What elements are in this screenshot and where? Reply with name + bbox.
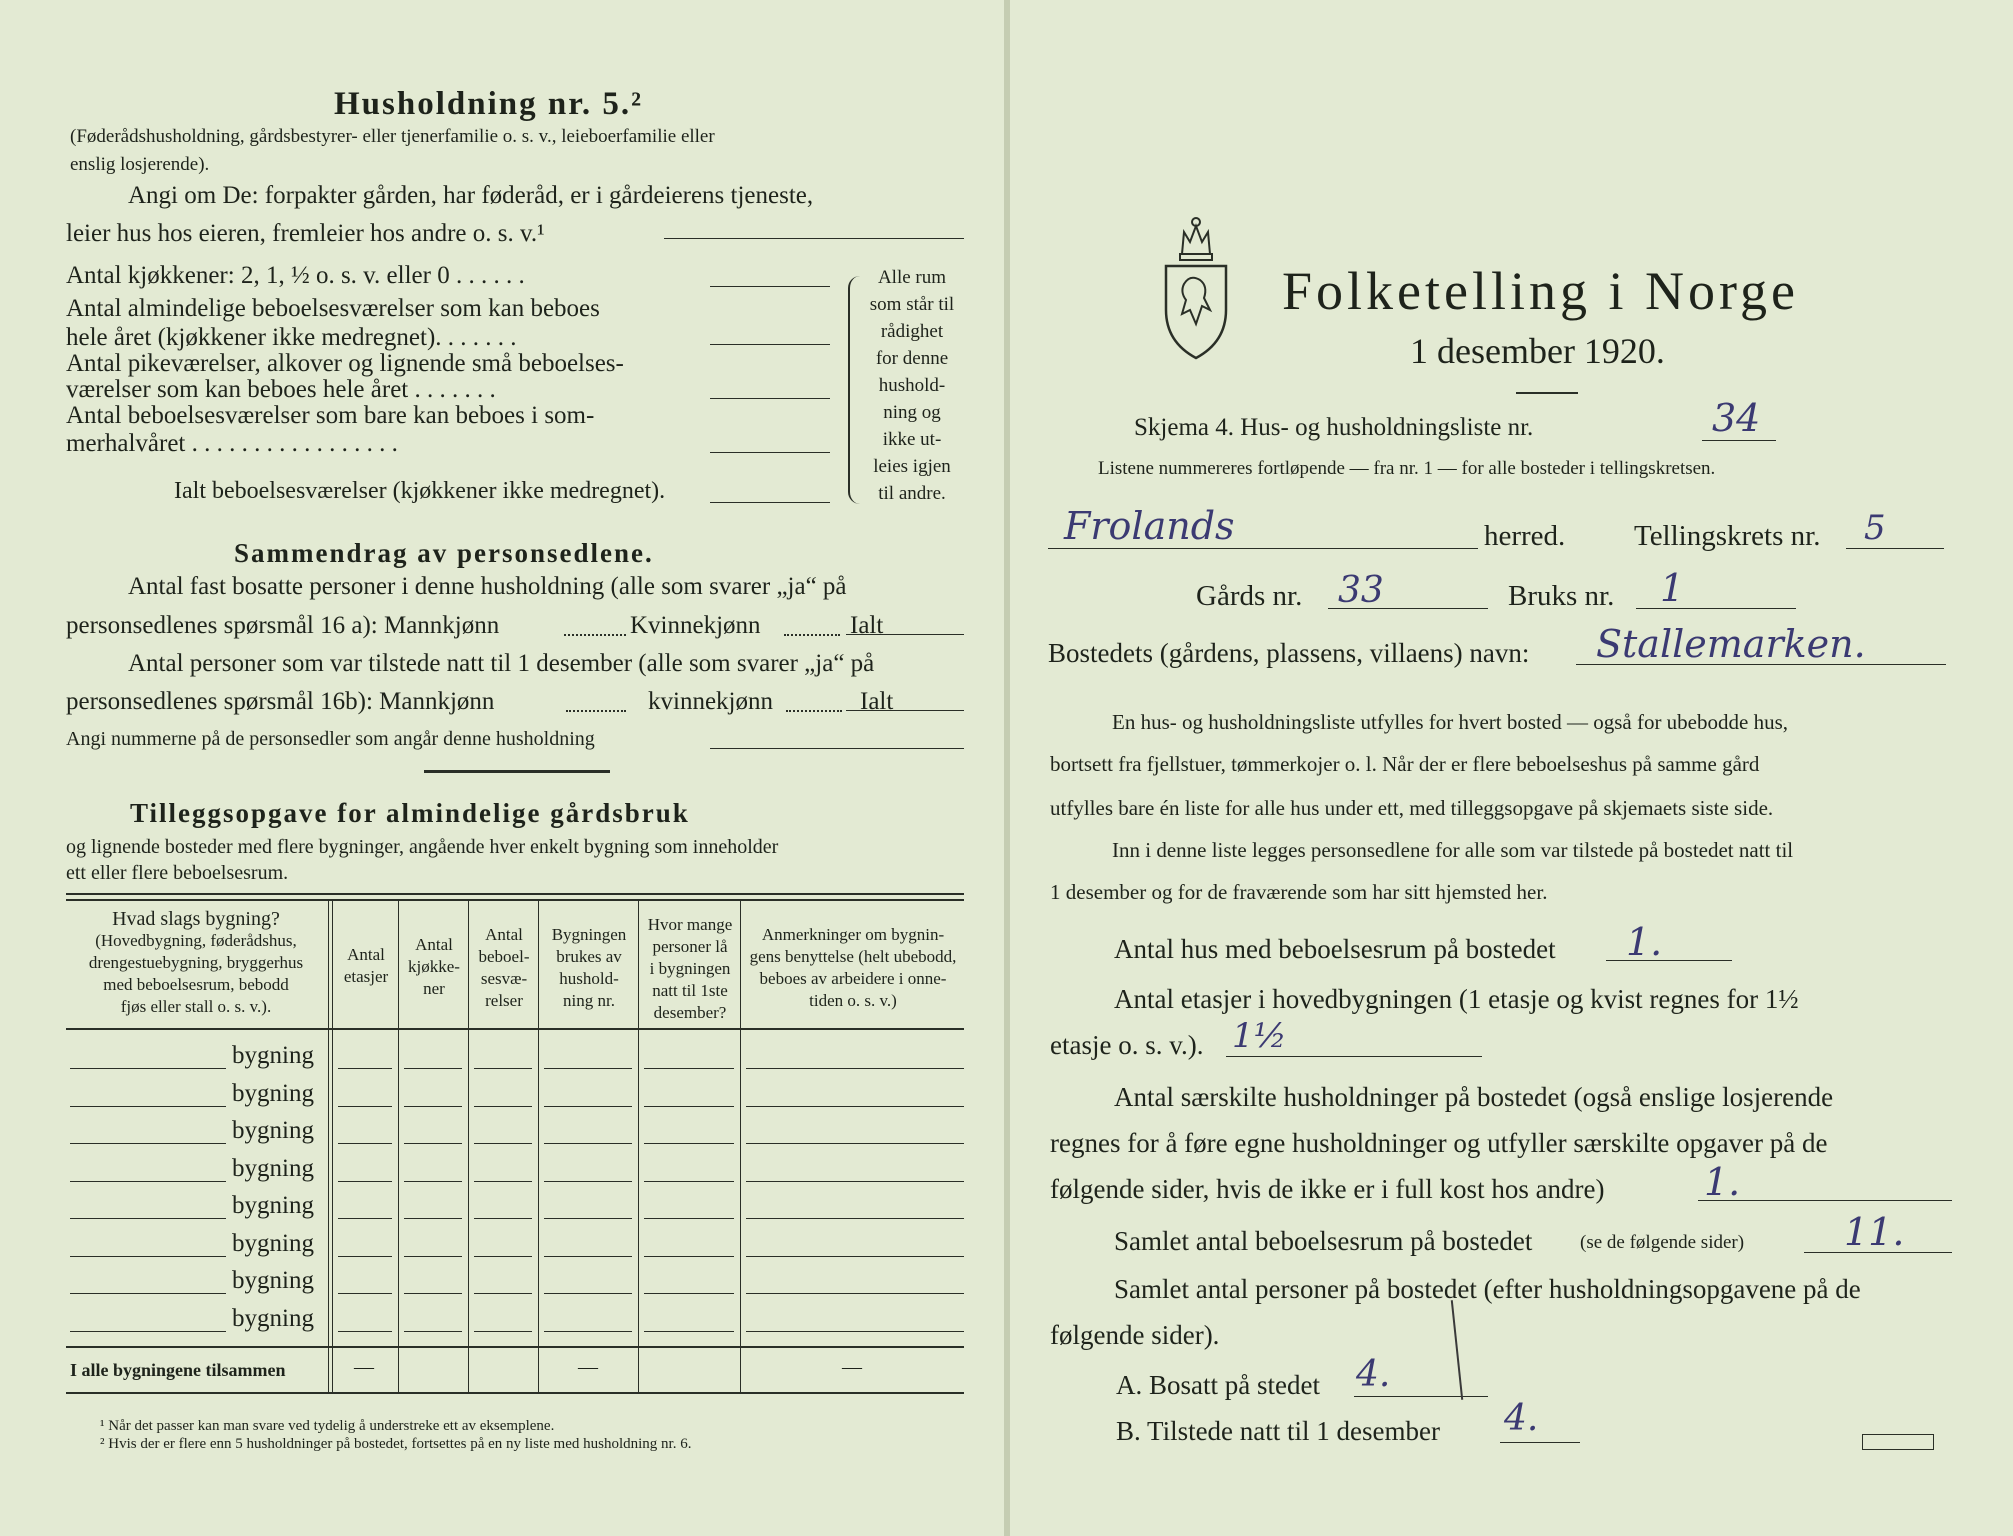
tillegg-line-2: ett eller flere beboelsesrum. — [66, 862, 289, 884]
bosatt-value[interactable]: 4. — [1356, 1354, 1391, 1395]
fast-ialt-field[interactable] — [846, 634, 964, 635]
bosatt-field[interactable] — [1354, 1396, 1488, 1397]
tilstede-kvinnekjonn-label: kvinnekjønn — [648, 688, 773, 715]
herred-value[interactable]: Frolands — [1064, 504, 1235, 548]
row-cell-field[interactable] — [404, 1068, 462, 1069]
table-col-divider — [332, 900, 333, 1394]
row-label: bygning — [232, 1229, 314, 1257]
page-fold — [1004, 0, 1010, 1536]
tillegg-title: Tilleggsopgave for almindelige gårdsbruk — [130, 798, 690, 828]
header-text: Hvad slags bygning? — [112, 908, 280, 930]
row-cell-field[interactable] — [474, 1143, 532, 1144]
row-cell-field[interactable] — [644, 1256, 734, 1257]
table-col-divider — [328, 900, 329, 1394]
header-text: ning nr. — [563, 991, 615, 1010]
table-header-etasjer — [334, 944, 398, 988]
census-date: 1 desember 1920. — [1410, 331, 1665, 371]
row-cell-field[interactable] — [644, 1331, 734, 1332]
pike-answer-line[interactable] — [710, 398, 830, 399]
bosted-label: Bostedets (gårdens, plassens, villaens) navn: — [1048, 638, 1530, 668]
tellingskrets-field[interactable] — [1846, 548, 1944, 549]
tilstede-ialt-field[interactable] — [846, 710, 964, 711]
row-name-field[interactable] — [70, 1143, 226, 1144]
footnote-2: ² Hvis der er flere enn 5 husholdninger på bostedet, fortsettes på en ny liste med husholdning nr. 6. — [100, 1436, 692, 1452]
row-cell-field[interactable] — [474, 1218, 532, 1219]
row-cell-field[interactable] — [474, 1331, 532, 1332]
almindelige-answer-line[interactable] — [710, 344, 830, 345]
nummerne-label: Angi nummerne på de personsedler som angår denne husholdning — [66, 728, 595, 750]
antal-etasjer-line-2: etasje o. s. v.). — [1050, 1030, 1204, 1060]
ialt-answer-line[interactable] — [710, 502, 830, 503]
total-husholdning-dash: — — [578, 1356, 598, 1378]
header-text: fjøs eller stall o. s. v.). — [120, 997, 272, 1016]
row-cell-field[interactable] — [338, 1293, 392, 1294]
nummerne-answer-line[interactable] — [710, 748, 964, 749]
header-text: i bygningen — [649, 959, 731, 978]
header-text: beboes av arbeidere i onne- — [759, 969, 947, 988]
title-divider — [1516, 392, 1578, 394]
fast-mannkjonn-field[interactable] — [564, 634, 626, 636]
samlet-personer-line-1: Samlet antal personer på bostedet (efter husholdningsopgavene på de — [1114, 1274, 1861, 1304]
sarskilte-line-3: følgende sider, hvis de ikke er i full kost hos andre) — [1050, 1174, 1605, 1204]
sammendrag-title: Sammendrag av personsedlene. — [234, 538, 654, 568]
kjokkener-answer-line[interactable] — [710, 286, 830, 287]
gards-value[interactable]: 33 — [1338, 570, 1384, 611]
tilstede-mannkjonn-label: personsedlenes spørsmål 16b): Mannkjønn — [66, 688, 495, 715]
row-cell-field[interactable] — [338, 1143, 392, 1144]
row-cell-field[interactable] — [404, 1331, 462, 1332]
tellingskrets-label: Tellingskrets nr. — [1634, 520, 1821, 552]
row-cell-field[interactable] — [338, 1331, 392, 1332]
bruks-value[interactable]: 1 — [1660, 566, 1685, 610]
row-cell-field[interactable] — [404, 1181, 462, 1182]
antal-etasjer-field[interactable] — [1226, 1056, 1482, 1057]
header-text: drengestuebygning, bryggerhus — [88, 953, 304, 972]
antal-etasjer-value[interactable]: 1½ — [1232, 1016, 1287, 1056]
side-note-line: leies igjen — [873, 456, 951, 477]
side-note — [860, 264, 964, 507]
row-cell-field[interactable] — [474, 1256, 532, 1257]
instructions-2: bortsett fra fjellstuer, tømmerkojer o. l. Når der er flere beboelseshus på samme gård — [1050, 752, 1760, 776]
tilstede-value[interactable]: 4. — [1504, 1398, 1539, 1439]
row-name-field[interactable] — [70, 1181, 226, 1182]
side-note-line: rådighet — [880, 321, 944, 342]
samlet-rum-note: (se de følgende sider) — [1580, 1232, 1745, 1253]
sommer-answer-line[interactable] — [710, 452, 830, 453]
ialt-label: Ialt beboelsesværelser (kjøkkener ikke medregnet). — [174, 478, 666, 504]
header-text: desember? — [653, 1003, 727, 1022]
coat-of-arms-icon — [1160, 214, 1232, 364]
household-subtitle-1: (Føderådshusholdning, gårdsbestyrer- eller tjenerfamilie o. s. v., leieboerfamilie eller — [70, 126, 715, 147]
footnote-1: ¹ Når det passer kan man svare ved tydelig å understreke ett av eksemplene. — [100, 1418, 555, 1434]
instructions-4: Inn i denne liste legges personsedlene for alle som var tilstede på bostedet natt til — [1112, 838, 1794, 862]
header-text: Antal — [415, 935, 453, 954]
header-text: gens benyttelse (helt ubebodd, — [749, 947, 957, 966]
bosatt-label: A. Bosatt på stedet — [1116, 1370, 1320, 1400]
fast-line-1: Antal fast bosatte personer i denne husholdning (alle som svarer „ja“ på — [128, 573, 847, 600]
row-cell-field[interactable] — [474, 1106, 532, 1107]
row-cell-field[interactable] — [404, 1256, 462, 1257]
row-cell-field[interactable] — [404, 1106, 462, 1107]
header-text: Anmerkninger om bygnin- — [761, 925, 945, 944]
row-cell-field[interactable] — [746, 1068, 964, 1069]
row-cell-field[interactable] — [338, 1218, 392, 1219]
header-text: personer lå — [652, 937, 728, 956]
row-name-field[interactable] — [70, 1331, 226, 1332]
row-cell-field[interactable] — [746, 1181, 964, 1182]
table-bottom-rule — [66, 1392, 964, 1394]
fast-mannkjonn-label: personsedlenes spørsmål 16 a): Mannkjønn — [66, 612, 500, 639]
table-header-building — [66, 908, 326, 1018]
row-cell-field[interactable] — [746, 1143, 964, 1144]
herred-label: herred. — [1484, 520, 1566, 552]
instructions-5: 1 desember og for de fraværende som har sitt hjemsted her. — [1050, 880, 1548, 904]
header-text: etasjer — [343, 967, 389, 986]
row-cell-field[interactable] — [544, 1256, 632, 1257]
instructions-1: En hus- og husholdningsliste utfylles for hvert bosted — også for ubebodde hus, — [1112, 710, 1788, 734]
header-text: Bygningen — [551, 925, 627, 944]
fast-kvinnekjonn-field[interactable] — [784, 634, 840, 636]
row-label: bygning — [232, 1117, 314, 1144]
household-subtitle-2: enslig losjerende). — [70, 154, 210, 175]
table-header-rule — [66, 1028, 964, 1030]
antal-etasjer-line-1: Antal etasjer i hovedbygningen (1 etasje og kvist regnes for 1½ — [1114, 984, 1799, 1014]
antal-hus-value[interactable]: 1. — [1626, 920, 1663, 964]
header-text: sesvæ- — [480, 969, 528, 988]
table-header-kjokkener — [400, 934, 468, 1000]
side-note-line: Alle rum — [877, 267, 947, 288]
skjema-field[interactable] — [1702, 440, 1776, 441]
row-cell-field[interactable] — [746, 1256, 964, 1257]
almindelige-label-2: hele året (kjøkkener ikke medregnet). . . . . . . — [66, 324, 517, 351]
row-cell-field[interactable] — [544, 1068, 632, 1069]
skjema-value[interactable]: 34 — [1712, 396, 1761, 440]
samlet-rum-label: Samlet antal beboelsesrum på bostedet — [1114, 1226, 1533, 1256]
side-note-line: som står til — [869, 294, 955, 315]
table-header-beboelsesvarelser — [470, 924, 538, 1012]
tilstede-kvinnekjonn-field[interactable] — [786, 710, 842, 712]
table-col-divider — [538, 900, 539, 1394]
tillegg-line-1: og lignende bosteder med flere bygninger, angående hver enkelt bygning som inneholder — [66, 836, 779, 858]
row-cell-field[interactable] — [544, 1331, 632, 1332]
row-name-field[interactable] — [70, 1106, 226, 1107]
fast-kvinnekjonn-label: Kvinnekjønn — [630, 612, 761, 639]
row-cell-field[interactable] — [746, 1331, 964, 1332]
row-label: bygning — [232, 1304, 314, 1332]
row-cell-field[interactable] — [338, 1106, 392, 1107]
pike-label-2: værelser som kan beboes hele året . . . . . . . — [66, 376, 496, 403]
row-cell-field[interactable] — [474, 1181, 532, 1182]
table-col-divider — [638, 900, 639, 1394]
row-label: bygning — [232, 1267, 314, 1294]
samlet-rum-value[interactable]: 11. — [1844, 1210, 1905, 1254]
row-name-field[interactable] — [70, 1068, 226, 1069]
row-name-field[interactable] — [70, 1293, 226, 1294]
row-cell-field[interactable] — [644, 1181, 734, 1182]
tilstede-field[interactable] — [1500, 1442, 1580, 1443]
tilstede-ialt-label: Ialt — [860, 688, 894, 715]
household-title: Husholdning nr. 5.² — [334, 86, 643, 122]
tilstede-line-1: Antal personer som var tilstede natt til 1 desember (alle som svarer „ja“ på — [128, 650, 875, 677]
header-text: beboel- — [478, 947, 530, 966]
header-text: hushold- — [559, 969, 619, 988]
almindelige-label-1: Antal almindelige beboelsesværelser som kan beboes — [66, 295, 600, 322]
header-text: ner — [423, 979, 445, 998]
row-cell-field[interactable] — [404, 1218, 462, 1219]
sommer-label-1: Antal beboelsesværelser som bare kan beboes i som- — [66, 402, 595, 429]
row-cell-field[interactable] — [474, 1068, 532, 1069]
angi-line-1: Angi om De: forpakter gården, har føderåd, er i gårdeierens tjeneste, — [128, 182, 814, 209]
header-text: tiden o. s. v.) — [809, 991, 897, 1010]
samlet-personer-line-2: følgende sider). — [1050, 1320, 1220, 1350]
row-cell-field[interactable] — [644, 1218, 734, 1219]
table-total-label: I alle bygningene tilsammen — [70, 1360, 286, 1380]
census-title: Folketelling i Norge — [1282, 261, 1799, 321]
sarskilte-line-1: Antal særskilte husholdninger på bostedet (også enslige losjerende — [1114, 1082, 1834, 1112]
side-note-line: ikke ut- — [882, 429, 942, 450]
angi-line-2: leier hus hos eieren, fremleier hos andre o. s. v.¹ — [66, 220, 545, 247]
instructions-3: utfylles bare én liste for alle hus under ett, med tilleggsopgave på skjemaets siste side. — [1050, 796, 1774, 820]
total-etasjer-dash: — — [354, 1356, 374, 1378]
header-text: kjøkke- — [408, 957, 460, 976]
section-divider — [424, 770, 610, 773]
angi-answer-line[interactable] — [664, 238, 964, 239]
sommer-label-2: merhalvåret . . . . . . . . . . . . . . . . . — [66, 430, 398, 457]
header-text: Antal — [347, 945, 385, 964]
bruks-label: Bruks nr. — [1508, 580, 1615, 612]
table-top-rule-2 — [66, 899, 964, 901]
table-header-anmerkninger — [742, 924, 964, 1012]
row-cell-field[interactable] — [644, 1293, 734, 1294]
row-cell-field[interactable] — [544, 1181, 632, 1182]
table-col-divider — [740, 900, 741, 1394]
tilstede-label: B. Tilstede natt til 1 desember — [1116, 1416, 1440, 1446]
row-cell-field[interactable] — [544, 1218, 632, 1219]
row-label: bygning — [232, 1154, 314, 1182]
row-name-field[interactable] — [70, 1256, 226, 1257]
tellingskrets-value[interactable]: 5 — [1864, 508, 1886, 548]
header-text: (Hovedbygning, føderådshus, — [95, 931, 297, 950]
row-cell-field[interactable] — [404, 1293, 462, 1294]
row-label: bygning — [232, 1042, 314, 1069]
row-cell-field[interactable] — [746, 1218, 964, 1219]
row-cell-field[interactable] — [338, 1181, 392, 1182]
table-header-husholdning — [540, 924, 638, 1012]
sarskilte-line-2: regnes for å føre egne husholdninger og utfyller særskilte opgaver på de — [1050, 1128, 1828, 1158]
row-cell-field[interactable] — [544, 1143, 632, 1144]
listene-note: Listene nummereres fortløpende — fra nr. 1 — for alle bosteder i tellingskretsen. — [1098, 458, 1716, 479]
table-top-rule — [66, 893, 964, 895]
tilstede-mannkjonn-field[interactable] — [566, 710, 626, 712]
row-cell-field[interactable] — [746, 1293, 964, 1294]
table-total-rule — [66, 1346, 964, 1348]
row-cell-field[interactable] — [338, 1068, 392, 1069]
row-cell-field[interactable] — [644, 1143, 734, 1144]
antal-hus-field[interactable] — [1606, 960, 1732, 961]
gards-label: Gårds nr. — [1196, 580, 1303, 612]
sarskilte-value[interactable]: 1. — [1704, 1160, 1741, 1204]
pike-label-1: Antal pikeværelser, alkover og lignende små beboelses- — [66, 350, 624, 377]
row-cell-field[interactable] — [544, 1106, 632, 1107]
table-col-divider — [398, 900, 399, 1394]
row-cell-field[interactable] — [644, 1106, 734, 1107]
herred-field[interactable] — [1048, 548, 1478, 549]
kjokkener-label: Antal kjøkkener: 2, 1, ½ o. s. v. eller 0 . . . . . . — [66, 262, 525, 289]
row-cell-field[interactable] — [644, 1068, 734, 1069]
side-note-line: ning og — [883, 402, 941, 423]
header-text: natt til 1ste — [652, 981, 728, 1000]
header-text: brukes av — [556, 947, 622, 966]
total-anmerkninger-dash: — — [842, 1356, 862, 1378]
side-note-line: til andre. — [878, 483, 946, 504]
header-text: Antal — [485, 925, 523, 944]
row-cell-field[interactable] — [474, 1293, 532, 1294]
skjema-label: Skjema 4. Hus- og husholdningsliste nr. — [1134, 414, 1534, 441]
side-note-brace — [848, 276, 860, 504]
row-label: bygning — [232, 1192, 314, 1219]
bosted-value[interactable]: Stallemarken. — [1596, 622, 1866, 666]
fast-ialt-label: Ialt — [850, 612, 884, 639]
side-note-line: hushold- — [878, 375, 946, 396]
row-cell-field[interactable] — [404, 1143, 462, 1144]
row-cell-field[interactable] — [746, 1106, 964, 1107]
header-text: relser — [485, 991, 523, 1010]
row-name-field[interactable] — [70, 1218, 226, 1219]
header-text: Hvor mange — [647, 915, 733, 934]
side-note-line: for denne — [875, 348, 949, 369]
header-text: med beboelsesrum, bebodd — [103, 975, 289, 994]
row-label: bygning — [232, 1079, 314, 1107]
table-col-divider — [468, 900, 469, 1394]
table-header-personer — [640, 914, 740, 1024]
row-cell-field[interactable] — [544, 1293, 632, 1294]
row-cell-field[interactable] — [338, 1256, 392, 1257]
antal-hus-label: Antal hus med beboelsesrum på bostedet — [1114, 934, 1556, 964]
printer-stamp — [1862, 1434, 1934, 1450]
